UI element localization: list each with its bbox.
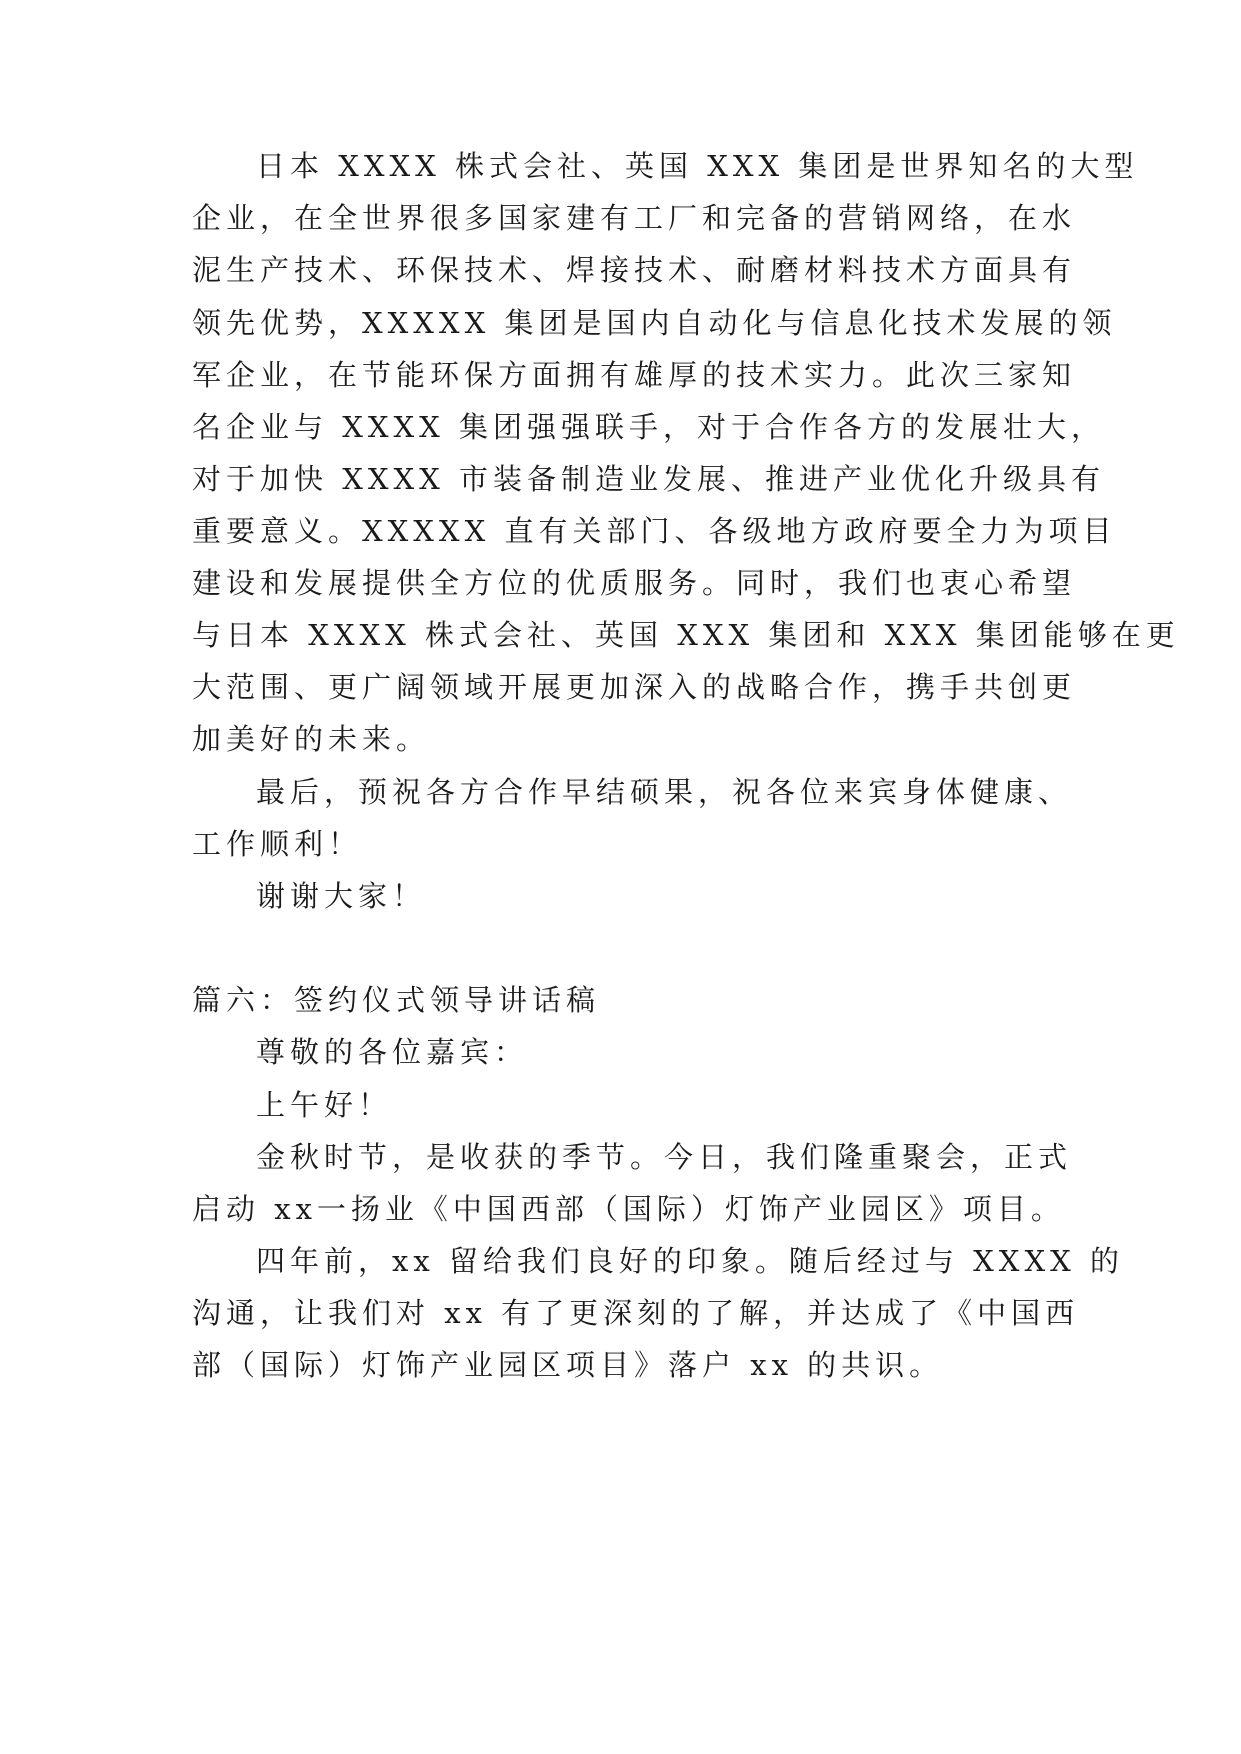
- paragraph-line: 建设和发展提供全方位的优质服务。同时，我们也衷心希望: [192, 566, 1077, 600]
- paragraph-line: 启动 xx一扬业《中国西部（国际）灯饰产业园区》项目。: [192, 1192, 1065, 1226]
- paragraph-line: 日本 XXXX 株式会社、英国 XXX 集团是世界知名的大型: [256, 149, 1139, 183]
- paragraph-line: 谢谢大家！: [256, 879, 427, 913]
- salutation: 尊敬的各位嘉宾：: [256, 1035, 529, 1069]
- paragraph-line: 与日本 XXXX 株式会社、英国 XXX 集团和 XXX 集团能够在更: [192, 618, 1180, 652]
- paragraph-line: 部（国际）灯饰产业园区项目》落户 xx 的共识。: [192, 1348, 944, 1382]
- paragraph-line: 军企业，在节能环保方面拥有雄厚的技术实力。此次三家知: [192, 358, 1077, 392]
- paragraph-line: 重要意义。XXXXX 直有关部门、各级地方政府要全力为项目: [192, 514, 1117, 548]
- paragraph-line: 工作顺利！: [192, 827, 363, 861]
- paragraph-line: 加美好的未来。: [192, 722, 431, 756]
- paragraph-line: 领先优势，XXXXX 集团是国内自动化与信息化技术发展的领: [192, 306, 1117, 340]
- paragraph-line: 金秋时节，是收获的季节。今日，我们隆重聚会，正式: [256, 1140, 1073, 1174]
- section-heading: 篇六：签约仪式领导讲话稿: [192, 983, 601, 1017]
- paragraph-line: 沟通，让我们对 xx 有了更深刻的了解，并达成了《中国西: [192, 1296, 1080, 1330]
- paragraph-line: 最后，预祝各方合作早结硕果，祝各位来宾身体健康、: [256, 775, 1073, 809]
- paragraph-line: 对于加快 XXXX 市装备制造业发展、推进产业优化升级具有: [192, 462, 1106, 496]
- paragraph-line: 泥生产技术、环保技术、焊接技术、耐磨材料技术方面具有: [192, 253, 1077, 287]
- paragraph-line: 四年前，xx 留给我们良好的印象。随后经过与 XXXX 的: [256, 1244, 1124, 1278]
- paragraph-line: 企业，在全世界很多国家建有工厂和完备的营销网络，在水: [192, 201, 1077, 235]
- paragraph-line: 名企业与 XXXX 集团强强联手，对于合作各方的发展壮大，: [192, 410, 1106, 444]
- greeting: 上午好！: [256, 1088, 393, 1122]
- paragraph-line: 大范围、更广阔领域开展更加深入的战略合作，携手共创更: [192, 670, 1077, 704]
